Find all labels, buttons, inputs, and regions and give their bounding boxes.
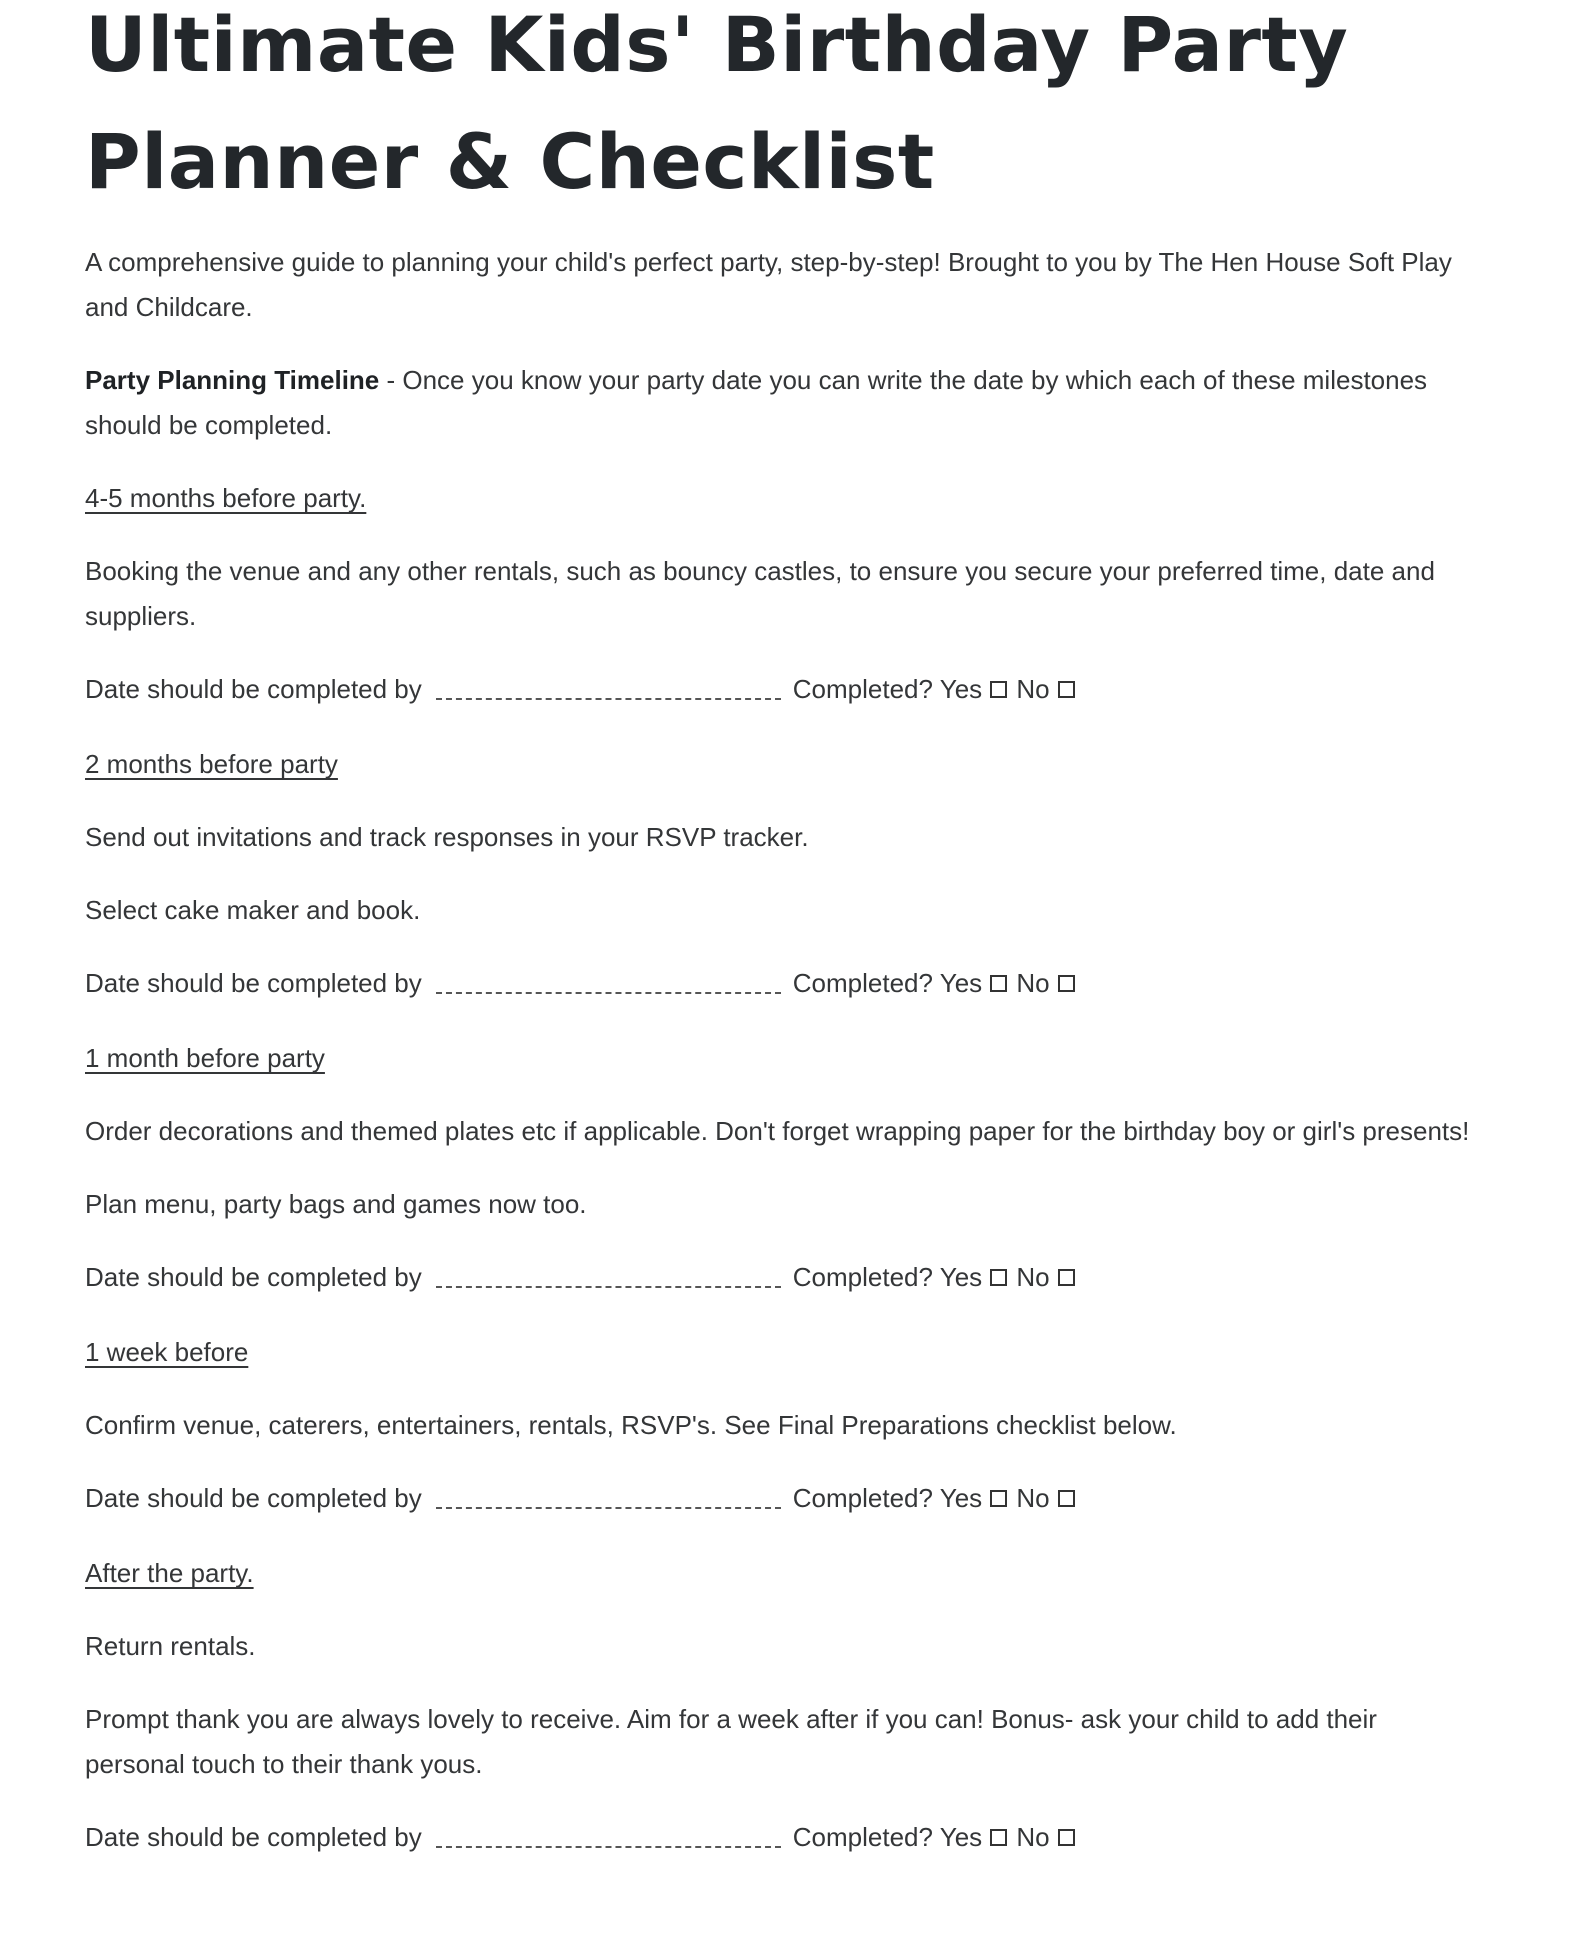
title-line-2: Planner & Checklist bbox=[85, 117, 935, 206]
task-item: Plan menu, party bags and games now too. bbox=[85, 1189, 587, 1219]
date-prompt: Date should be completed by bbox=[85, 1483, 422, 1513]
no-label: No bbox=[1016, 674, 1050, 704]
document-title bbox=[85, 0, 1480, 220]
intro-paragraph: A comprehensive guide to planning your child's perfect party, step-by-step! Brought to you by The Hen House Soft Play and Childcare. bbox=[85, 247, 1452, 322]
task-item: Return rentals. bbox=[85, 1631, 256, 1661]
date-blank[interactable] bbox=[436, 1830, 781, 1848]
no-label: No bbox=[1016, 1822, 1050, 1852]
task-item: Order decorations and themed plates etc if applicable. Don't forget wrapping paper for the birthday boy or girl's presents! bbox=[85, 1116, 1470, 1146]
completed-label: Completed? bbox=[792, 674, 933, 704]
section-heading-2-months: 2 months before party bbox=[85, 749, 338, 779]
date-prompt: Date should be completed by bbox=[85, 1822, 422, 1852]
yes-label: Yes bbox=[939, 1822, 983, 1852]
title-line-1: Ultimate Kids' Birthday Party bbox=[85, 0, 1349, 89]
no-label: No bbox=[1016, 1483, 1050, 1513]
timeline-text: - Once you know your party date you can write the date by which each of these milestones should be completed. bbox=[85, 365, 1428, 440]
date-row-4-5-months bbox=[85, 667, 1480, 712]
date-row-after-party bbox=[85, 1815, 1480, 1860]
task-item: Send out invitations and track responses in your RSVP tracker. bbox=[85, 822, 809, 852]
task-item: Confirm venue, caterers, entertainers, rentals, RSVP's. See Final Preparations checklist below. bbox=[85, 1410, 1177, 1440]
task-item: Booking the venue and any other rentals, such as bouncy castles, to ensure you secure your preferred time, date and suppliers. bbox=[85, 556, 1435, 631]
completed-label: Completed? bbox=[792, 1483, 933, 1513]
date-blank[interactable] bbox=[436, 1491, 781, 1509]
completed-label: Completed? bbox=[792, 968, 933, 998]
no-label: No bbox=[1016, 1262, 1050, 1292]
timeline-lead: Party Planning Timeline bbox=[85, 365, 380, 395]
yes-checkbox[interactable] bbox=[990, 681, 1007, 698]
date-row-2-months bbox=[85, 961, 1480, 1006]
date-row-1-week bbox=[85, 1476, 1480, 1521]
task-item: Prompt thank you are always lovely to receive. Aim for a week after if you can! Bonus- ask your child to add their personal touch to their thank yous. bbox=[85, 1704, 1377, 1779]
section-heading-1-week: 1 week before bbox=[85, 1337, 249, 1367]
yes-checkbox[interactable] bbox=[990, 975, 1007, 992]
section-heading-4-5-months: 4-5 months before party. bbox=[85, 483, 367, 513]
no-label: No bbox=[1016, 968, 1050, 998]
completed-label: Completed? bbox=[792, 1822, 933, 1852]
yes-label: Yes bbox=[939, 1262, 983, 1292]
no-checkbox[interactable] bbox=[1058, 681, 1075, 698]
document-page bbox=[85, 0, 1480, 1860]
no-checkbox[interactable] bbox=[1058, 1829, 1075, 1846]
section-heading-after-party: After the party. bbox=[85, 1558, 254, 1588]
date-blank[interactable] bbox=[436, 682, 781, 700]
completed-label: Completed? bbox=[792, 1262, 933, 1292]
yes-label: Yes bbox=[939, 674, 983, 704]
yes-checkbox[interactable] bbox=[990, 1269, 1007, 1286]
date-row-1-month bbox=[85, 1255, 1480, 1300]
yes-checkbox[interactable] bbox=[990, 1490, 1007, 1507]
date-blank[interactable] bbox=[436, 976, 781, 994]
section-heading-1-month: 1 month before party bbox=[85, 1043, 325, 1073]
no-checkbox[interactable] bbox=[1058, 1269, 1075, 1286]
yes-label: Yes bbox=[939, 1483, 983, 1513]
timeline-intro bbox=[85, 358, 1480, 448]
date-prompt: Date should be completed by bbox=[85, 968, 422, 998]
no-checkbox[interactable] bbox=[1058, 1490, 1075, 1507]
date-prompt: Date should be completed by bbox=[85, 1262, 422, 1292]
date-prompt: Date should be completed by bbox=[85, 674, 422, 704]
yes-checkbox[interactable] bbox=[990, 1829, 1007, 1846]
date-blank[interactable] bbox=[436, 1270, 781, 1288]
no-checkbox[interactable] bbox=[1058, 975, 1075, 992]
yes-label: Yes bbox=[939, 968, 983, 998]
task-item: Select cake maker and book. bbox=[85, 895, 421, 925]
